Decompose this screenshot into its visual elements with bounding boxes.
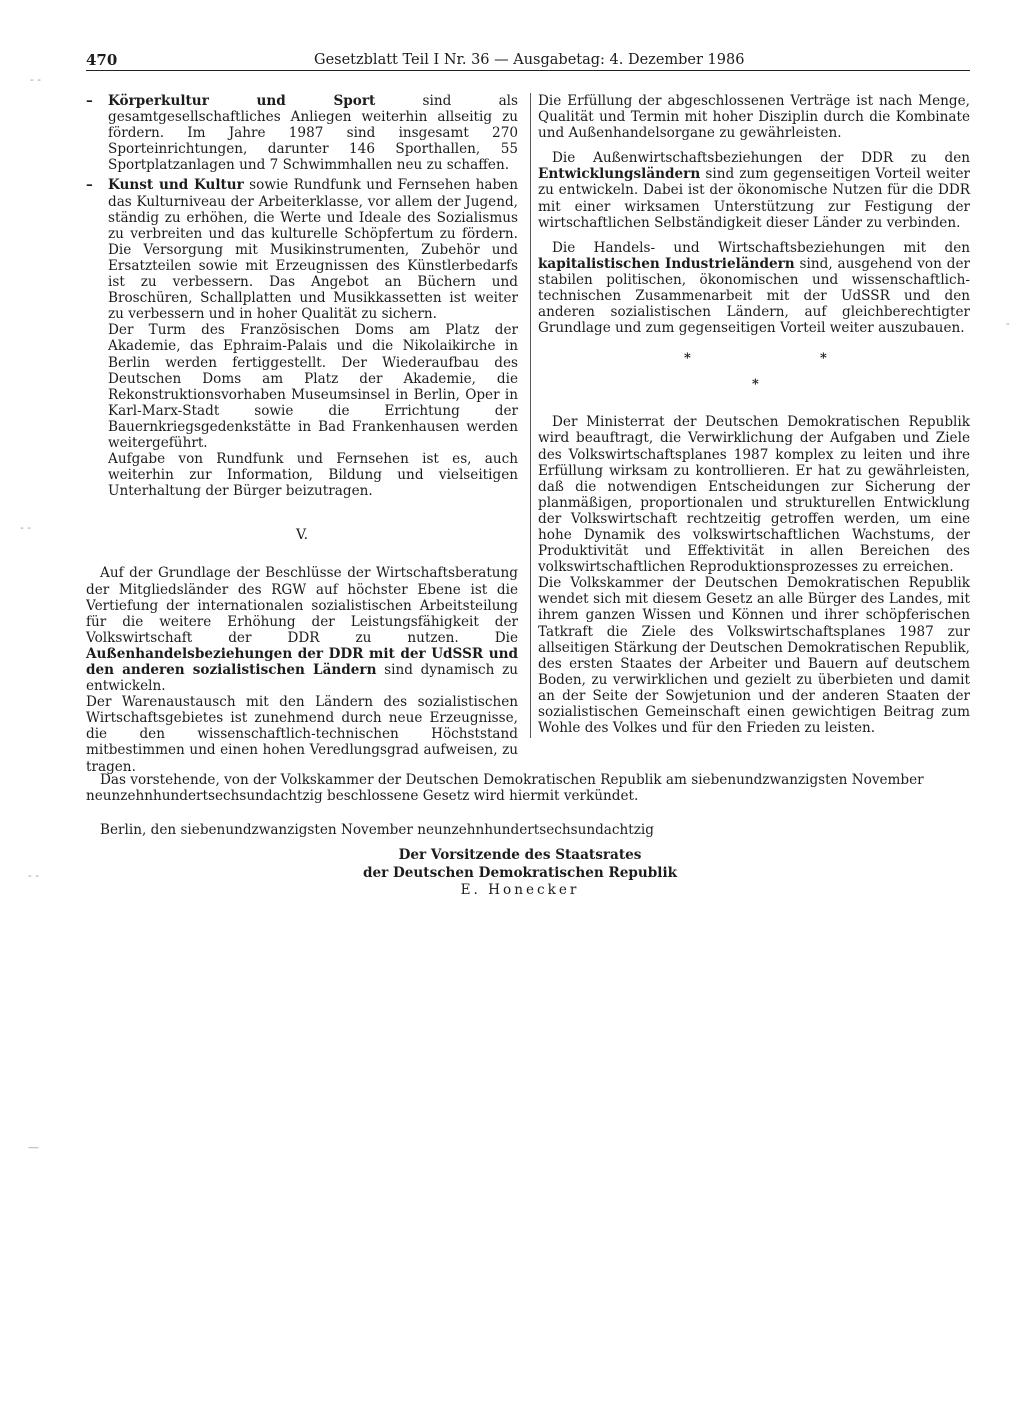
text-run: sind zum gegenseitigen Vorteil weiter zu entwickeln. Dabei ist der ökonomische Nutzen für die DDR mit einer wirksamen Unterstützung zur Festigung der wirtschaftlichen Selbständigkeit dieser Länder zu verbinden. bbox=[538, 166, 970, 231]
header-title: Gesetzblatt Teil I Nr. 36 — Ausgabetag: 4. Dezember 1986 bbox=[314, 52, 745, 68]
right-column bbox=[538, 93, 970, 736]
bold-term: Außenhandelsbeziehungen der DDR mit der UdSSR und den anderen sozialistischen Ländern bbox=[86, 645, 518, 678]
page-header bbox=[86, 50, 970, 72]
margin-mark: ‐ ‐ bbox=[28, 869, 39, 882]
text-run: sind dynamisch zu entwickeln. bbox=[86, 662, 519, 695]
bullet-dash: – bbox=[86, 177, 93, 194]
bullet-sport bbox=[86, 93, 518, 173]
signature-line: der Deutschen Demokratischen Republik bbox=[362, 864, 678, 881]
text-run: Die Außenwirtschaftsbeziehungen der DDR zu den bbox=[552, 150, 970, 167]
text-run: Auf der Grundlage der Beschlüsse der Wirtschaftsberatung der Mitgliedsländer des RGW auf höchster Ebene ist die Vertiefung der internationalen sozialistischen Arbeitsteilung für die weitere Erhöhung der Leistungsfähigkeit der Volkswirtschaft der DDR zu nutzen. Die bbox=[86, 565, 518, 646]
paragraph: Der Turm des Französischen Doms am Platz der Akademie, das Ephraim-Palais und die Nikolaikirche in Berlin werden fertiggestellt. Der Wiederaufbau des Deutschen Doms am Platz der Akademie, die Rekonstruktionsvorhaben Museumsinsel in Berlin, Oper in Karl-Marx-Stadt sowie die Errichtung der Bauernkriegsgedenkstätte in Bad Frankenhausen werden weitergeführt. bbox=[108, 322, 518, 451]
signature-block bbox=[300, 847, 740, 900]
paragraph bbox=[108, 93, 518, 173]
margin-mark: ‐ ‐ bbox=[30, 73, 41, 86]
left-column bbox=[86, 93, 518, 775]
bold-term: Kunst und Kultur bbox=[108, 177, 244, 194]
place-date-text: Berlin, den siebenundzwanzigsten November neunzehnhundertsechsundachtzig bbox=[100, 822, 654, 838]
paragraph: Die Volkskammer der Deutschen Demokratischen Republik wendet sich mit diesem Gesetz an alle Bürger des Landes, mit ihrem ganzen Wissen und Können und ihrer schöpferischen Tatkraft die Ziele des Volkswirtschaftsplanes 1987 zur allseitigen Stärkung der Deutschen Demokratischen Republik, des ersten Staates der Arbeiter und Bauern auf deutschem Boden, zu verwirklichen und gezielt zu überbieten und damit an der Seite der Sowjetunion und der anderen Staaten der sozialistischen Gemeinschaft einen gewichtigen Beitrag zum Wohle des Volkes und für den Frieden zu leisten. bbox=[538, 575, 970, 737]
margin-mark: ‐ bbox=[1006, 317, 1010, 330]
paragraph bbox=[108, 177, 518, 322]
bullet-dash: – bbox=[86, 93, 93, 109]
asterisk: * bbox=[684, 351, 691, 367]
paragraph: Aufgabe von Rundfunk und Fernsehen ist es, auch weiterhin zur Information, Bildung und vielseitigen Unterhaltung der Bürger beizutragen. bbox=[108, 451, 518, 500]
margin-mark: — bbox=[28, 1141, 39, 1154]
place-date bbox=[86, 822, 970, 838]
text-run: sind, ausgehend von der stabilen politischen, ökonomischen und wissenschaftlich-technischen Zusammenarbeit mit der UdSSR und den anderen sozialistischen Ländern, auf gleichberechtigter Grundlage und zum gegenseitigen Vorteil weiter auszubauen. bbox=[538, 255, 971, 337]
text-run: Die Handels- und Wirtschaftsbeziehungen mit den bbox=[552, 239, 970, 256]
text-run: sowie Rundfunk und Fernsehen haben das Kulturniveau der Arbeiterklasse, vor allem der Jugend, ständig zu erhöhen, die Werte und Ideale des Sozialismus zu verbreiten und das kulturelle Schöpfertum zu fördern. Die Versorgung mit Musikinstrumenten, Zubehör und Ersatzteilen sowie mit Erzeugnissen des Künstlerbedarfs ist zu verbessern. Das Angebot an Büchern und Broschüren, Schallplatten und Musikkassetten ist weiter zu verbessern und in hoher Qualität zu sichern. bbox=[108, 177, 518, 323]
paragraph bbox=[86, 565, 518, 694]
text-run: sind als gesamtgesellschaftliches Anliegen weiterhin allseitig zu fördern. Im Jahre 1987 sind insgesamt 270 Sporteinrichtungen, darunter 146 Sporthallen, 55 Sportplatzanlagen und 7 Schwimmhallen neu zu schaffen. bbox=[108, 93, 518, 174]
paragraph: Der Ministerrat der Deutschen Demokratischen Republik wird beauftragt, die Verwirklichung der Aufgaben und Ziele des Volkswirtschaftsplanes 1987 komplex zu leiten und ihre Erfüllung wirksam zu kontrollieren. Er hat zu gewährleisten, daß die notwendigen Entscheidungen zur Sicherung der planmäßigen, proportionalen und strukturellen Entwicklung der Volkswirtschaft rechtzeitig getroffen werden, um eine hohe Dynamik des volkswirtschaftlichen Wachstums, der Produktivität und Effektivität in allen Bereichen des volkswirtschaftlichen Reproduktionsprozesses zu erreichen. bbox=[538, 414, 970, 576]
signature-line: Der Vorsitzende des Staatsrates bbox=[398, 847, 642, 863]
proclamation bbox=[86, 772, 970, 804]
header-rule bbox=[86, 70, 970, 71]
paragraph: Die Erfüllung der abgeschlossenen Verträge ist nach Menge, Qualität und Termin mit hoher Disziplin durch die Kombinate und Außenhandelsorgane zu gewährleisten. bbox=[538, 93, 970, 142]
bold-term: Entwicklungsländern bbox=[538, 166, 701, 183]
page-number: 470 bbox=[86, 51, 118, 69]
asterisk: * bbox=[752, 377, 759, 393]
margin-mark: ‐ ‐ bbox=[20, 521, 31, 534]
paragraph: Der Warenaustausch mit den Ländern des sozialistischen Wirtschaftsgebietes ist zunehmend durch neue Erzeugnisse, die den wissenschaftlich-technischen Höchststand mitbestimmen und einen hohen Veredlungsgrad aufweisen, zu tragen. bbox=[86, 694, 518, 775]
section-separator bbox=[538, 344, 970, 414]
bold-term: kapitalistischen Industrieländern bbox=[538, 255, 795, 272]
column-divider bbox=[530, 93, 531, 738]
paragraph bbox=[538, 240, 970, 337]
proclamation-text: Das vorstehende, von der Volkskammer der Deutschen Demokratischen Republik am siebenundzwanzigsten November neunzehnhundertsechsundachtzig beschlossene Gesetz wird hiermit verkündet. bbox=[86, 772, 924, 805]
bullet-culture bbox=[86, 177, 518, 499]
section-heading: V. bbox=[295, 527, 309, 544]
bold-term: Körperkultur und Sport bbox=[108, 93, 376, 109]
signatory-name: E. Honecker bbox=[460, 882, 580, 898]
paragraph bbox=[538, 150, 970, 230]
asterisk: * bbox=[820, 351, 827, 367]
